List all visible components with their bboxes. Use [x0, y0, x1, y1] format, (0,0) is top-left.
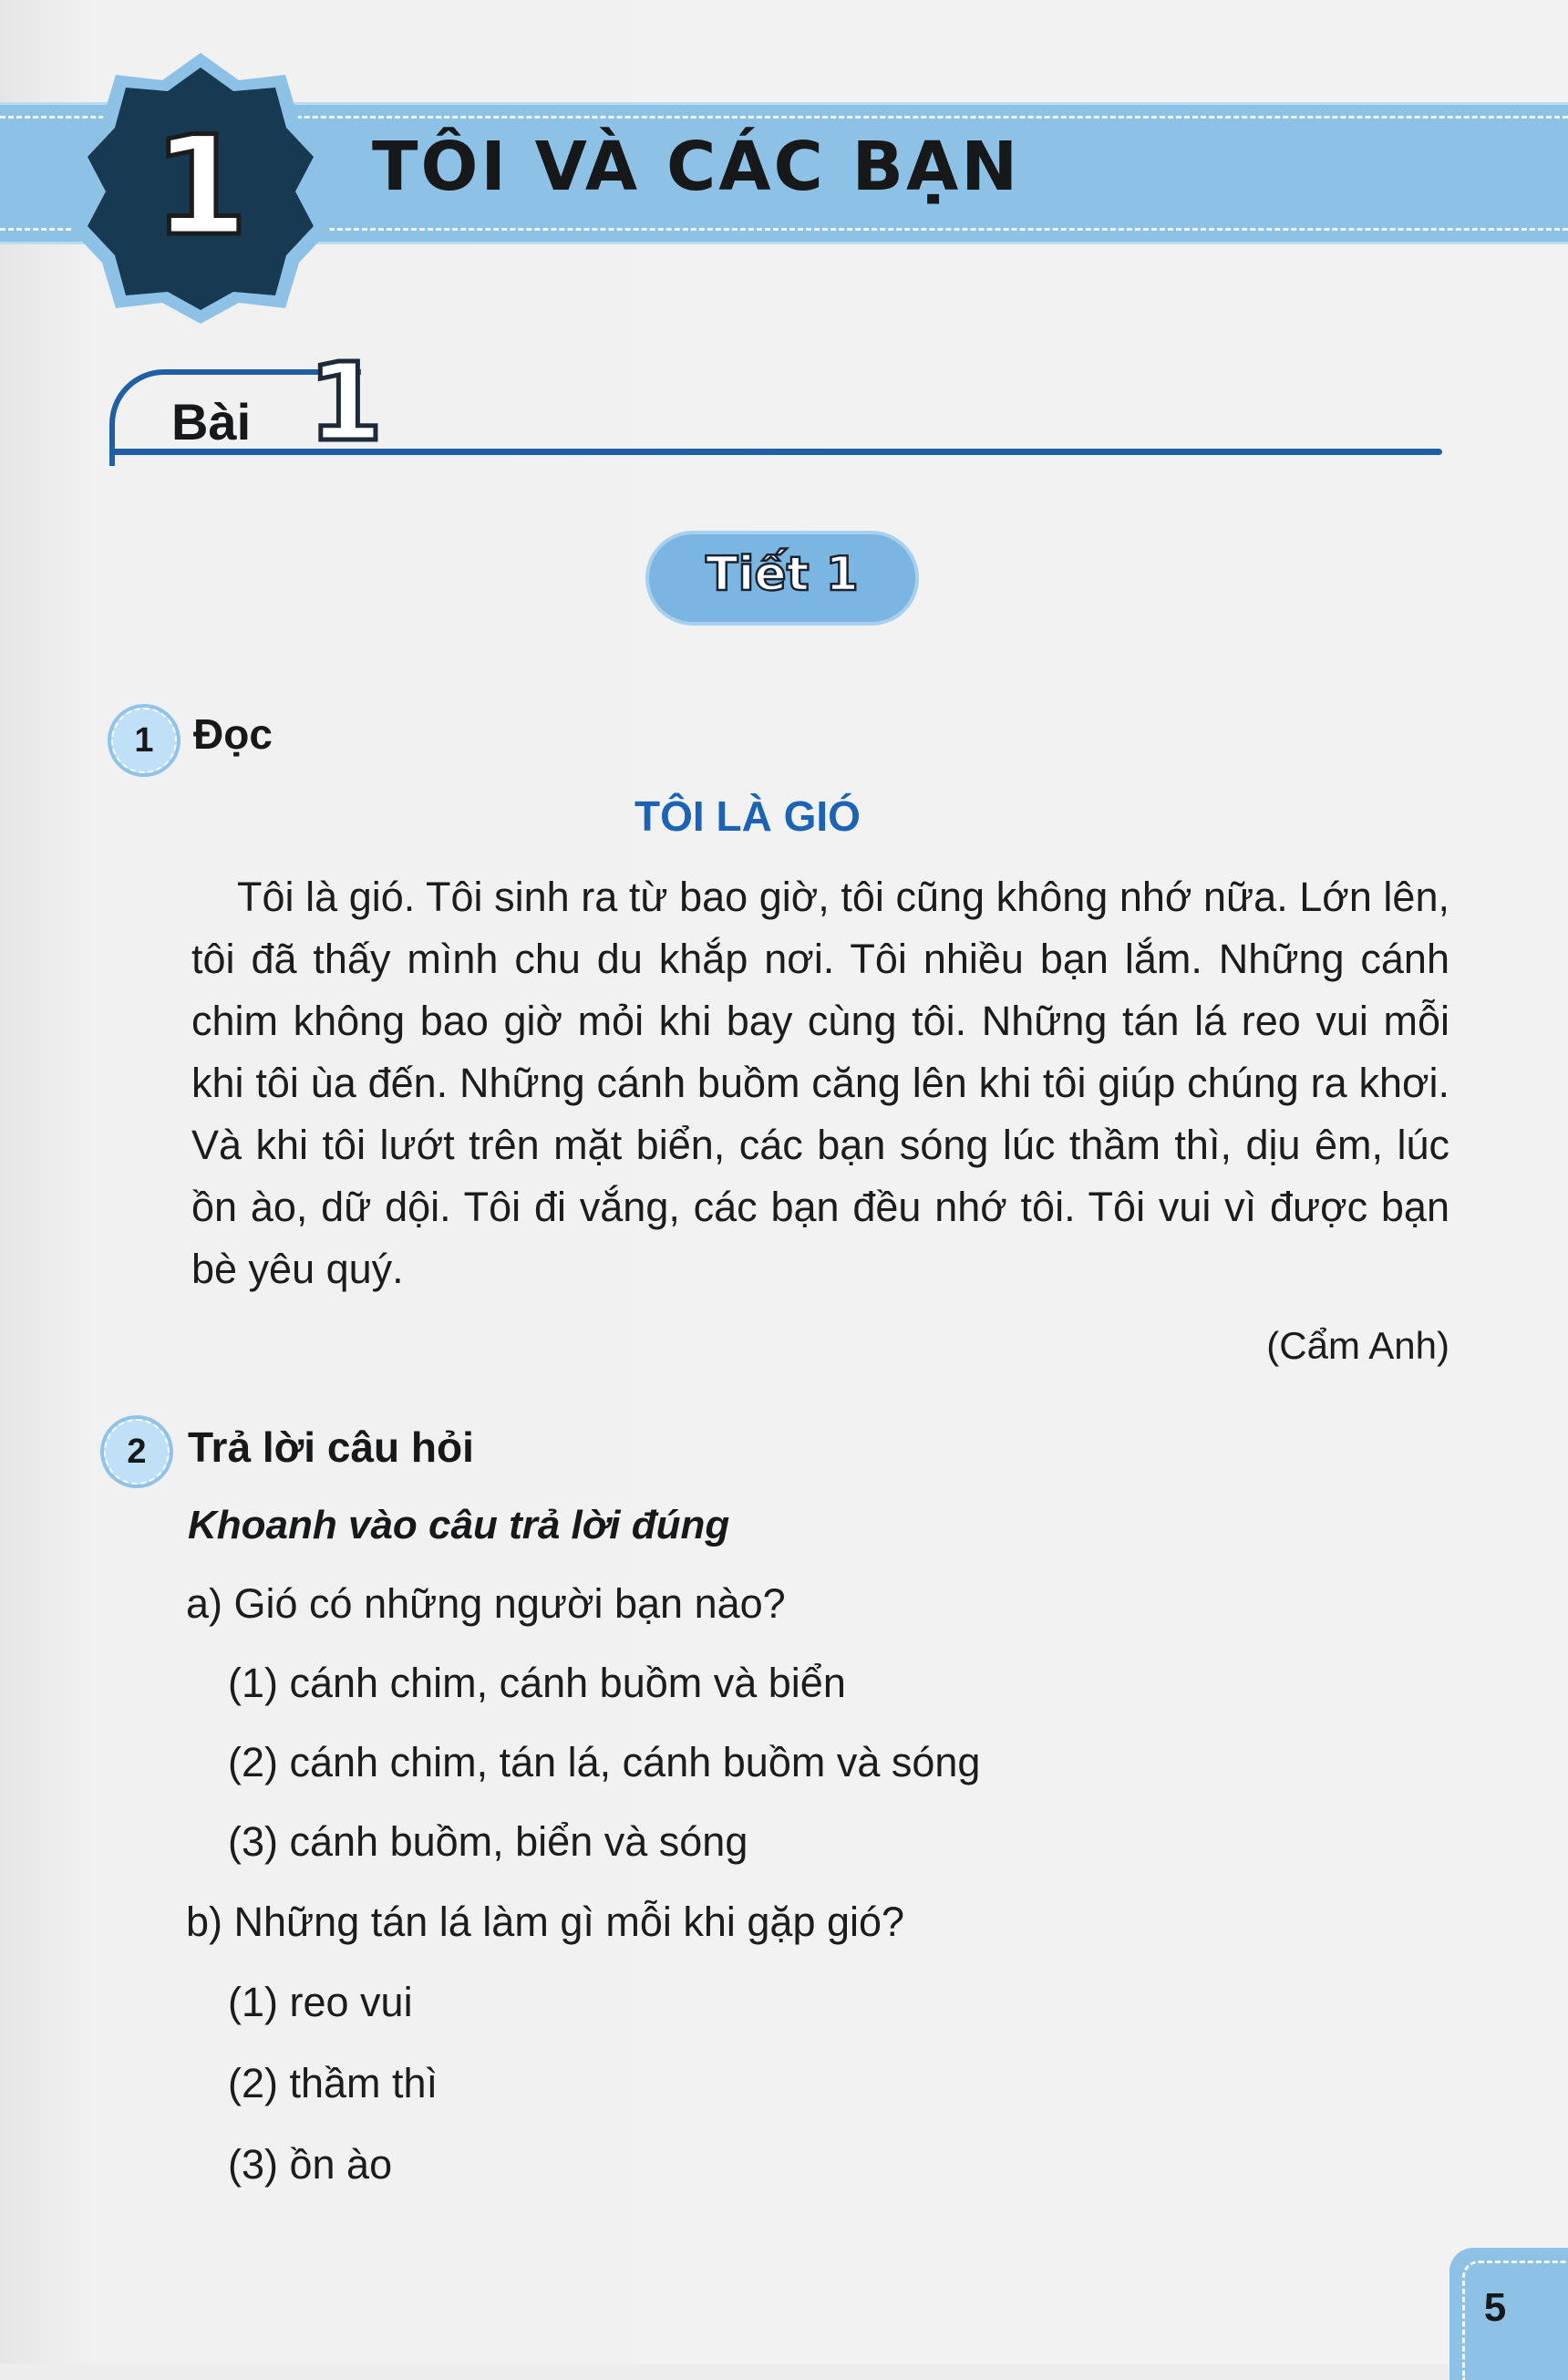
page-number: 5 [1483, 2285, 1507, 2330]
story-title: TÔI LÀ GIÓ [634, 792, 861, 840]
section-1-number: 1 [111, 708, 177, 773]
question-a-option-2[interactable]: (2) cánh chim, tán lá, cánh buồm và sóng [228, 1739, 981, 1785]
lesson-label: Bài [171, 393, 252, 450]
chapter-title: TÔI VÀ CÁC BẠN [372, 128, 1021, 206]
chapter-number: 1 [152, 108, 249, 266]
story-author: (Cẩm Anh) [1266, 1324, 1449, 1367]
question-b-option-2[interactable]: (2) thầm thì [228, 2060, 438, 2106]
period-label: Tiết 1 [706, 547, 859, 602]
lesson-number: 1 [308, 339, 384, 465]
section-1-title: Đọc [193, 710, 273, 758]
question-b-option-1[interactable]: (1) reo vui [228, 1979, 413, 2025]
section-2-number: 2 [104, 1419, 170, 1485]
instruction: Khoanh vào câu trả lời đúng [188, 1503, 730, 1547]
question-a-option-1[interactable]: (1) cánh chim, cánh buồm và biển [228, 1660, 846, 1706]
section-2-title: Trả lời câu hỏi [188, 1423, 474, 1471]
question-a: a) Gió có những người bạn nào? [186, 1580, 786, 1627]
story-text [191, 866, 1449, 1300]
question-b: b) Những tán lá làm gì mỗi khi gặp gió? [186, 1899, 905, 1945]
story-paragraph: Tôi là gió. Tôi sinh ra từ bao giờ, tôi cũng không nhớ nữa. Lớn lên, tôi đã thấy mình chu du khắp nơi. Tôi nhiều bạn lắm. Những cánh chim không bao giờ mỏi khi bay cùng tôi. Những tán lá reo vui mỗi khi tôi ùa đến. Những cánh buồm căng lên khi tôi giúp chúng ra khơi. Và khi tôi lướt trên mặt biển, các bạn sóng lúc thầm thì, dịu êm, lúc ồn ào, dữ dội. Tôi đi vắng, các bạn đều nhớ tôi. Tôi vui vì được bạn bè yêu quý. [191, 874, 1449, 1292]
question-b-option-3[interactable]: (3) ồn ào [228, 2141, 393, 2188]
question-a-option-3[interactable]: (3) cánh buồm, biển và sóng [228, 1818, 748, 1865]
